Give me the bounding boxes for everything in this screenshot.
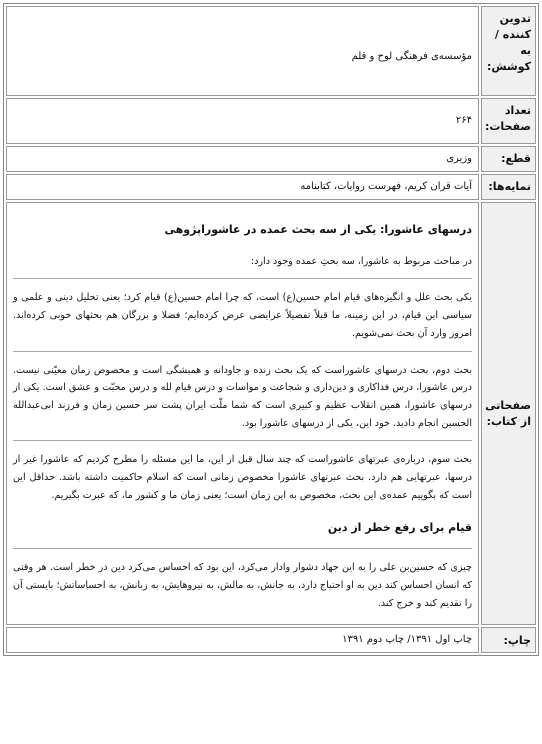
- book-info-table: [3, 3, 539, 656]
- row-print: [6, 627, 536, 653]
- label-sample: صفحاتی از کتاب:: [481, 202, 536, 625]
- label-print: چاپ:: [481, 627, 536, 653]
- value-format: وزیری: [6, 146, 479, 172]
- divider: [13, 278, 472, 279]
- sample-paragraph-3: بحث سوم، درباره‌ی عبرتهای عاشوراست که چند سال قبل از این، ما این مسئله را مطرح کردیم که عاشورا غیر از درسها، عبرتهایی هم دارد. بحث عبرتهای عاشورا مخصوص زمانی است که اسلام حاکمیت داشته باشد. حداقل این است که بگوییم عمده‌ی این بحث، مخصوص به این زمان است؛ یعنی زمان ما و کشور ما، که عبرت بگیریم.: [13, 454, 472, 501]
- value-compiler: مؤسسه‌ی فرهنگی لوح و قلم: [6, 6, 479, 96]
- row-format: [6, 146, 536, 172]
- label-pages: تعداد صفحات:: [481, 98, 536, 144]
- value-sample: [6, 202, 479, 625]
- value-indexes: آیات قران کریم، فهرست روایات، کتابنامه: [6, 174, 479, 200]
- sample-paragraph-2: بحث دوم، بحث درسهای عاشوراست که یک بحث زنده و جاودانه و همیشگی است و مخصوص زمان معیّنی نیست. درس عاشورا، درس فداکاری و دین‌داری و شجاعت و مواسات و درس قیام لله و درس محبّت و عشق است. یکی از درسهای عاشورا، همین انقلاب عظیم و کبیری است که شما ملّت ایران پشت سر حسین زمان و فرزند ابی‌عبدالله الحسین انجام دادید. خود این، یکی از درسهای عاشورا بود.: [13, 364, 472, 429]
- row-compiler: [6, 6, 536, 96]
- value-print: چاپ اول ۱۳۹۱/ چاپ دوم ۱۳۹۱: [6, 627, 479, 653]
- sample-heading-2: قیام برای رفع خطر از دین: [327, 520, 472, 534]
- row-sample: [6, 202, 536, 625]
- label-format: قطع:: [481, 146, 536, 172]
- row-indexes: [6, 174, 536, 200]
- label-compiler: تدوین کننده / به کوشش:: [481, 6, 536, 96]
- sample-intro: در مباحث مربوط به عاشورا، سه بحثِ عمده وجود دارد:: [250, 255, 472, 267]
- sample-paragraph-1: یکی بحث علل و انگیزه‌های قیام امام حسین(ع) است، که چرا امام حسین(ع) قیام کرد؛ یعنی تحلیل دینی و علمی و سیاسی این قیام، در این زمینه، ما قبلاً تفصیلاً عرایضی عرض کرده‌ایم؛ فضلا و بزرگان هم بحثهای خوبی کرده‌اند. امروز وارد آن بحث نمی‌شویم.: [13, 292, 472, 339]
- row-pages: [6, 98, 536, 144]
- label-indexes: نمایه‌ها:: [481, 174, 536, 200]
- divider: [13, 351, 472, 352]
- value-pages: ۲۶۴: [6, 98, 479, 144]
- divider: [13, 548, 472, 549]
- divider: [13, 440, 472, 441]
- sample-heading-1: درسهای عاشورا: یکی از سه بحث عمده در عاشوراپژوهی: [164, 223, 472, 236]
- sample-paragraph-4: چیزی که حسین‌بن علی را به این جهاد دشوار وادار می‌کرد، این بود که احساس می‌کرد دین در خطر است. هر وقتی که انسان احساس کند دین به او احتیاج دارد، به جانش، به مالش، به نیروهایش، به زبانش، به احساساتش؛ بایستی آن را تقدیم کند و خرج کند.: [13, 562, 472, 609]
